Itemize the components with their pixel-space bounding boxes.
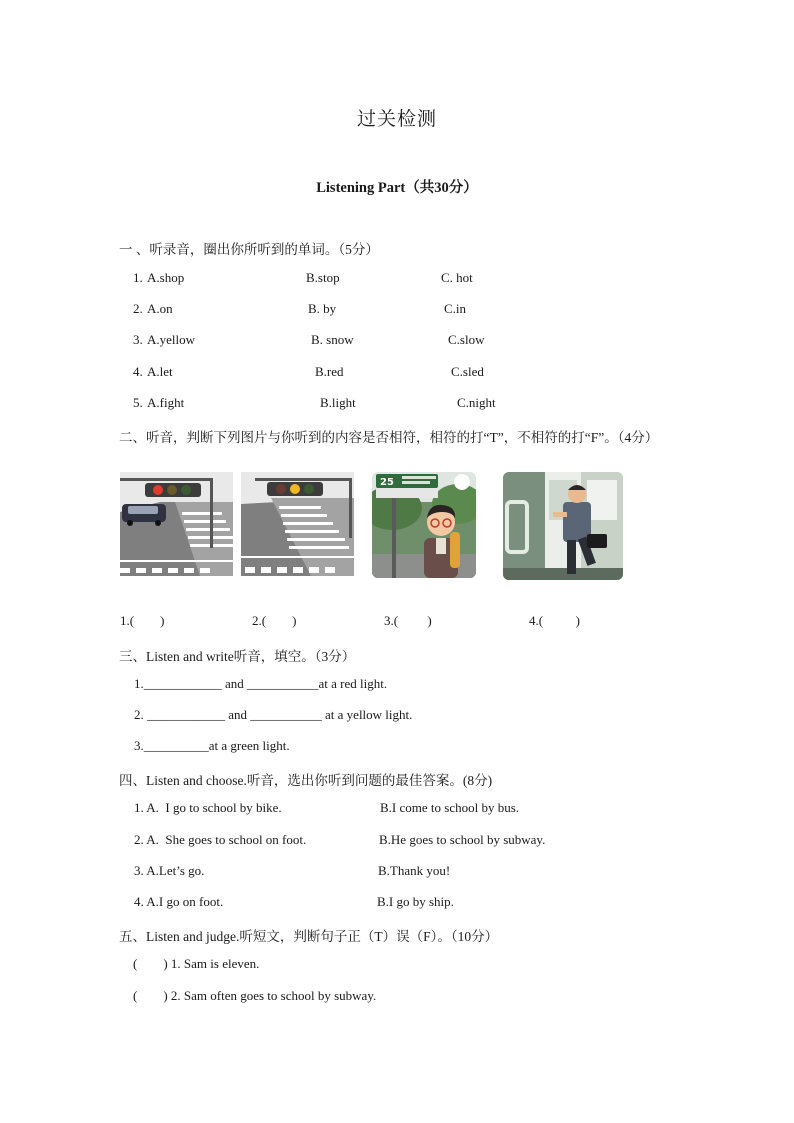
page-subtitle: Listening Part（共30分） (316, 180, 478, 196)
option-b: B. snow (311, 332, 354, 347)
option-a: 1. A. I go to school by bike. (134, 800, 282, 815)
man-boarding-subway-image (503, 472, 623, 580)
answer-blank[interactable]: 4.( ) (529, 613, 580, 628)
page-title: 过关检测 (356, 108, 437, 130)
traffic-light-red-car-image (120, 472, 233, 576)
option-a: A.shop (147, 270, 185, 285)
option-c: C.night (457, 395, 496, 410)
option-b: B.Thank you! (378, 863, 451, 878)
option-a: A.yellow (147, 332, 196, 347)
option-a: A.on (147, 301, 173, 316)
option-b: B.I go by ship. (377, 894, 454, 909)
option-a: 2. A. She goes to school on foot. (134, 832, 307, 847)
option-a: 4. A.I go on foot. (134, 894, 224, 909)
fill-in-line[interactable]: 3.__________at a green light. (134, 738, 290, 753)
option-b: B.red (315, 364, 344, 379)
option-c: C.sled (451, 364, 484, 379)
option-b: B.I come to school by bus. (380, 800, 520, 815)
option-a: 3. A.Let’s go. (134, 863, 205, 878)
section4-heading: 四、Listen and choose.听音，选出你听到问题的最佳答案。(8分) (119, 773, 493, 788)
section2-heading: 二、听音，判断下列图片与你听到的内容是否相符，相符的打“T”，不相符的打“F”。（4分） (119, 430, 659, 445)
option-c: C. hot (441, 270, 473, 285)
bus-stop-number: 25 (380, 477, 394, 488)
judge-item[interactable]: ( ) 1. Sam is eleven. (133, 956, 260, 971)
section1-heading: 一 、听录音，圈出你所听到的单词。（5分） (119, 242, 379, 257)
option-b: B.He goes to school by subway. (379, 832, 546, 847)
item-number: 3. (133, 332, 143, 347)
item-number: 4. (133, 364, 143, 379)
answer-blank[interactable]: 1.( ) (120, 613, 165, 628)
fill-in-line[interactable]: 2. ____________ and ___________ at a yellow light. (134, 707, 413, 722)
option-a: A.let (147, 364, 173, 379)
option-c: C.in (444, 301, 467, 316)
item-number: 5. (133, 395, 143, 410)
answer-blank[interactable]: 2.( ) (252, 613, 297, 628)
option-a: A.fight (147, 395, 185, 410)
traffic-light-yellow-image (241, 472, 354, 576)
option-b: B.stop (306, 270, 340, 285)
judge-item[interactable]: ( ) 2. Sam often goes to school by subway. (133, 988, 377, 1003)
option-b: B. by (308, 301, 337, 316)
fill-in-line[interactable]: 1.____________ and ___________at a red light. (134, 676, 388, 691)
option-c: C.slow (448, 332, 485, 347)
boy-bus-stop-image (372, 472, 476, 578)
section5-heading: 五、Listen and judge.听短文，判断句子正（T）误（F）。（10分） (119, 929, 499, 944)
section3-heading: 三、Listen and write听音，填空。（3分） (119, 649, 356, 664)
option-b: B.light (320, 395, 356, 410)
answer-blank[interactable]: 3.( ) (384, 613, 432, 628)
item-number: 2. (133, 301, 143, 316)
item-number: 1. (133, 270, 143, 285)
